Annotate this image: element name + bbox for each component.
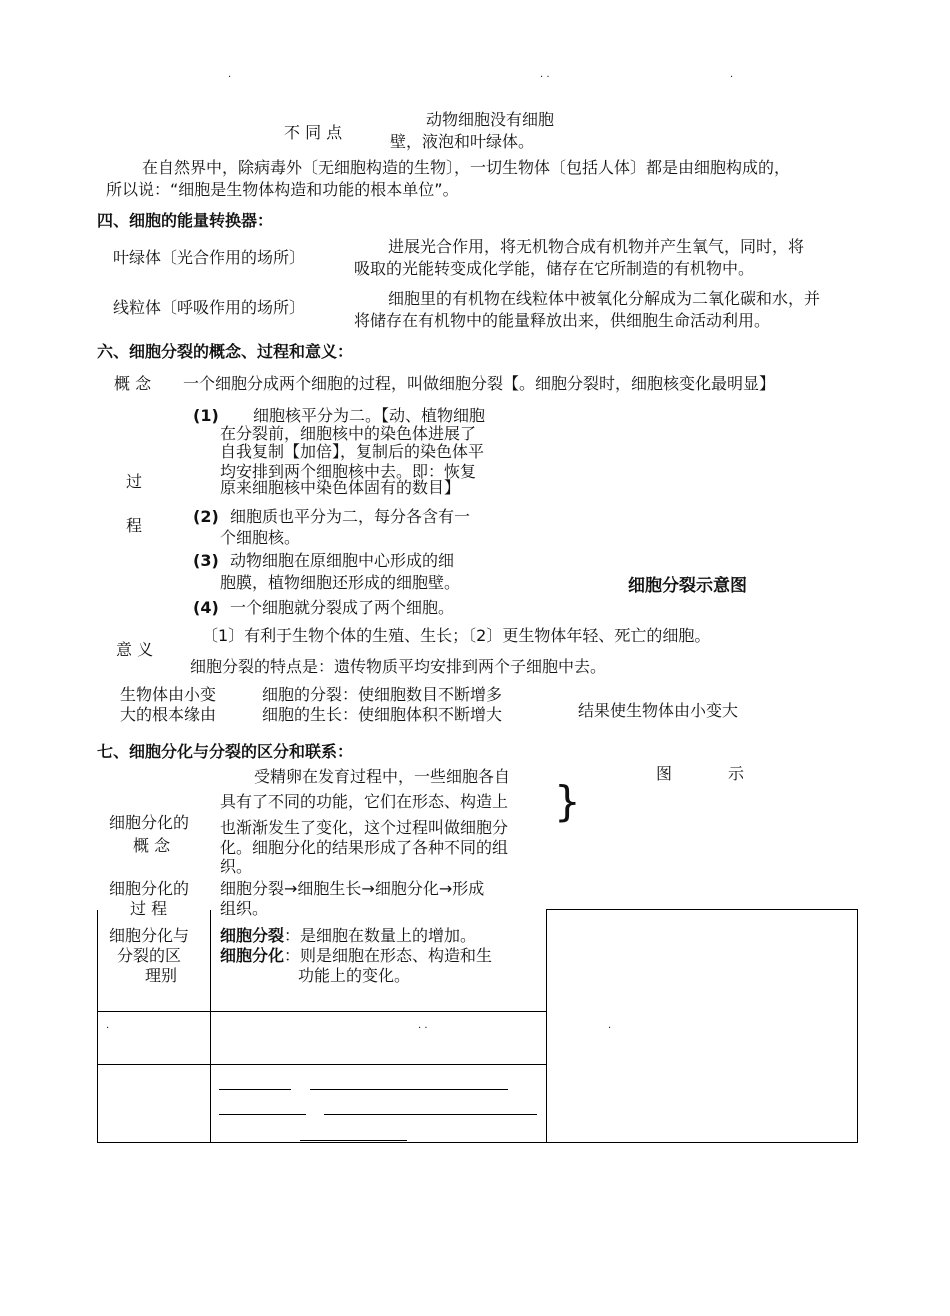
s7-concept-label-1: 细胞分化的 [109,813,190,832]
figure-label-2: 示 [728,764,745,783]
s7-process-line-1: 细胞分裂→细胞生长→细胞分化→形成 [220,879,485,898]
division-definition [220,926,476,946]
row2-dot-right: . [608,1020,612,1031]
s7-diff-label-3: 理别 [145,966,178,985]
step1-line-4: 均安排到两个细胞核中去。即：恢复 [220,462,477,481]
right-brace-icon: } [554,777,581,826]
growth-result: 结果使生物体由小变大 [578,701,739,720]
s7-process-label-2: 过 程 [130,899,168,918]
meaning-label: 意 义 [116,640,154,659]
diff-line-2: 壁，液泡和叶绿体。 [390,132,535,151]
s7-process-label-1: 细胞分化的 [109,879,190,898]
blank-line-1 [219,1089,291,1090]
section4-heading: 四、细胞的能量转换器： [97,211,274,230]
s7-concept-line-4: 化。细胞分化的结果形成了各种不同的组 [220,838,509,857]
differentiation-def-2: 功能上的变化。 [298,966,411,985]
step3-line-2: 胞膜，植物细胞还形成的细胞壁。 [220,573,461,592]
step2-num: (2) [193,507,219,526]
s7-concept-label-2: 概 念 [133,836,171,855]
table-row-divider-1 [97,1011,546,1012]
chloroplast-label: 叶绿体〔光合作用的场所〕 [113,248,306,267]
table-border-bottom [97,1142,858,1143]
chloroplast-line-2: 吸取的光能转变成化学能，储存在它所制造的有机物中。 [354,259,755,278]
figure-box-top [546,909,858,910]
s7-process-line-2: 组织。 [220,899,269,918]
meaning-line-1: 〔1〕有利于生物个体的生殖、生长；〔2〕更生物体年轻、死亡的细胞。 [202,626,711,645]
row2-dot-mid: . . [418,1020,428,1031]
differentiation-def-1: ：则是细胞在形态、构造和生 [284,946,493,965]
table-divider-1 [210,910,211,1143]
mito-label: 线粒体〔呼吸作用的场所〕 [113,298,306,317]
step2-line-2: 个细胞核。 [220,528,301,547]
division-term: 细胞分裂 [220,926,285,945]
step3-line-1: 动物细胞在原细胞中心形成的细 [230,551,455,570]
differentiation-term: 细胞分化 [220,946,285,965]
intro-line-2: 所以说：“细胞是生物体构造和功能的根本单位”。 [106,180,459,199]
differentiation-definition [220,946,492,966]
blank-line-5 [300,1140,407,1141]
step2-line-1: 细胞质也平分为二，每分各含有一 [230,507,471,526]
s7-concept-line-3: 也渐渐发生了变化，这个过程叫做细胞分 [220,818,509,837]
mito-line-1: 细胞里的有机物在线粒体中被氧化分解成为二氧化碳和水，并 [388,289,821,308]
table-border-left [97,910,98,1143]
diff-line-1: 动物细胞没有细胞 [426,110,555,129]
table-border-right [857,910,858,1143]
concept-label: 概 念 [114,374,152,393]
step4-num: (4) [193,598,219,617]
section6-heading: 六、细胞分裂的概念、过程和意义： [97,342,354,361]
step1-line-3: 自我复制【加倍】，复制后的染色体平 [220,442,485,461]
growth-line-1: 细胞的分裂：使细胞数目不断增多 [262,685,503,704]
step3-num: (3) [193,551,219,570]
s7-diff-label-1: 细胞分化与 [109,926,190,945]
step1-num: (1) [193,406,219,425]
s7-diff-label-2: 分裂的区 [117,946,182,965]
header-dot-right: . [730,69,734,80]
growth-line-2: 细胞的生长：使细胞体积不断增大 [262,705,503,724]
meaning-line-2: 细胞分裂的特点是：遗传物质平均安排到两个子细胞中去。 [190,657,607,676]
step1-line-1: 细胞核平分为二。【动、植物细胞 [253,406,486,425]
concept-text: 一个细胞分成两个细胞的过程，叫做细胞分裂【。细胞分裂时，细胞核变化最明显】 [183,374,776,393]
header-dot-left: . [228,69,232,80]
step4-line-1: 一个细胞就分裂成了两个细胞。 [230,598,455,617]
figure-label-1: 图 [656,764,673,783]
s7-concept-line-5: 织。 [220,857,253,876]
blank-line-3 [219,1114,306,1115]
section7-heading: 七、细胞分化与分裂的区分和联系： [97,742,354,761]
header-dot-mid: . . [540,69,550,80]
growth-label-2: 大的根本缘由 [120,705,217,724]
process-label-2: 程 [126,516,143,535]
s7-concept-line-1: 受精卵在发育过程中，一些细胞各自 [254,767,511,786]
step1-line-5: 原来细胞核中染色体固有的数目】 [220,478,461,497]
blank-line-4 [324,1114,537,1115]
chloroplast-line-1: 进展光合作用，将无机物合成有机物并产生氧气，同时，将 [388,237,805,256]
division-def: ：是细胞在数量上的增加。 [284,926,477,945]
row2-dot-left: . [106,1020,110,1031]
mito-line-2: 将储存在有机物中的能量释放出来，供细胞生命活动利用。 [354,311,771,330]
blank-line-2 [310,1089,508,1090]
step1-line-2: 在分裂前，细胞核中的染色体进展了 [220,424,477,443]
table-divider-2 [546,910,547,1143]
s7-concept-line-2: 具有了不同的功能，它们在形态、构造上 [220,792,509,811]
table-row-divider-2 [97,1064,546,1065]
diagram-title: 细胞分裂示意图 [628,576,747,596]
intro-line-1: 在自然界中，除病毒外〔无细胞构造的生物〕，一切生物体〔包括人体〕都是由细胞构成的， [142,158,791,177]
process-label-1: 过 [126,472,143,491]
growth-label-1: 生物体由小变 [120,685,217,704]
diff-label: 不 同 点 [284,123,343,142]
